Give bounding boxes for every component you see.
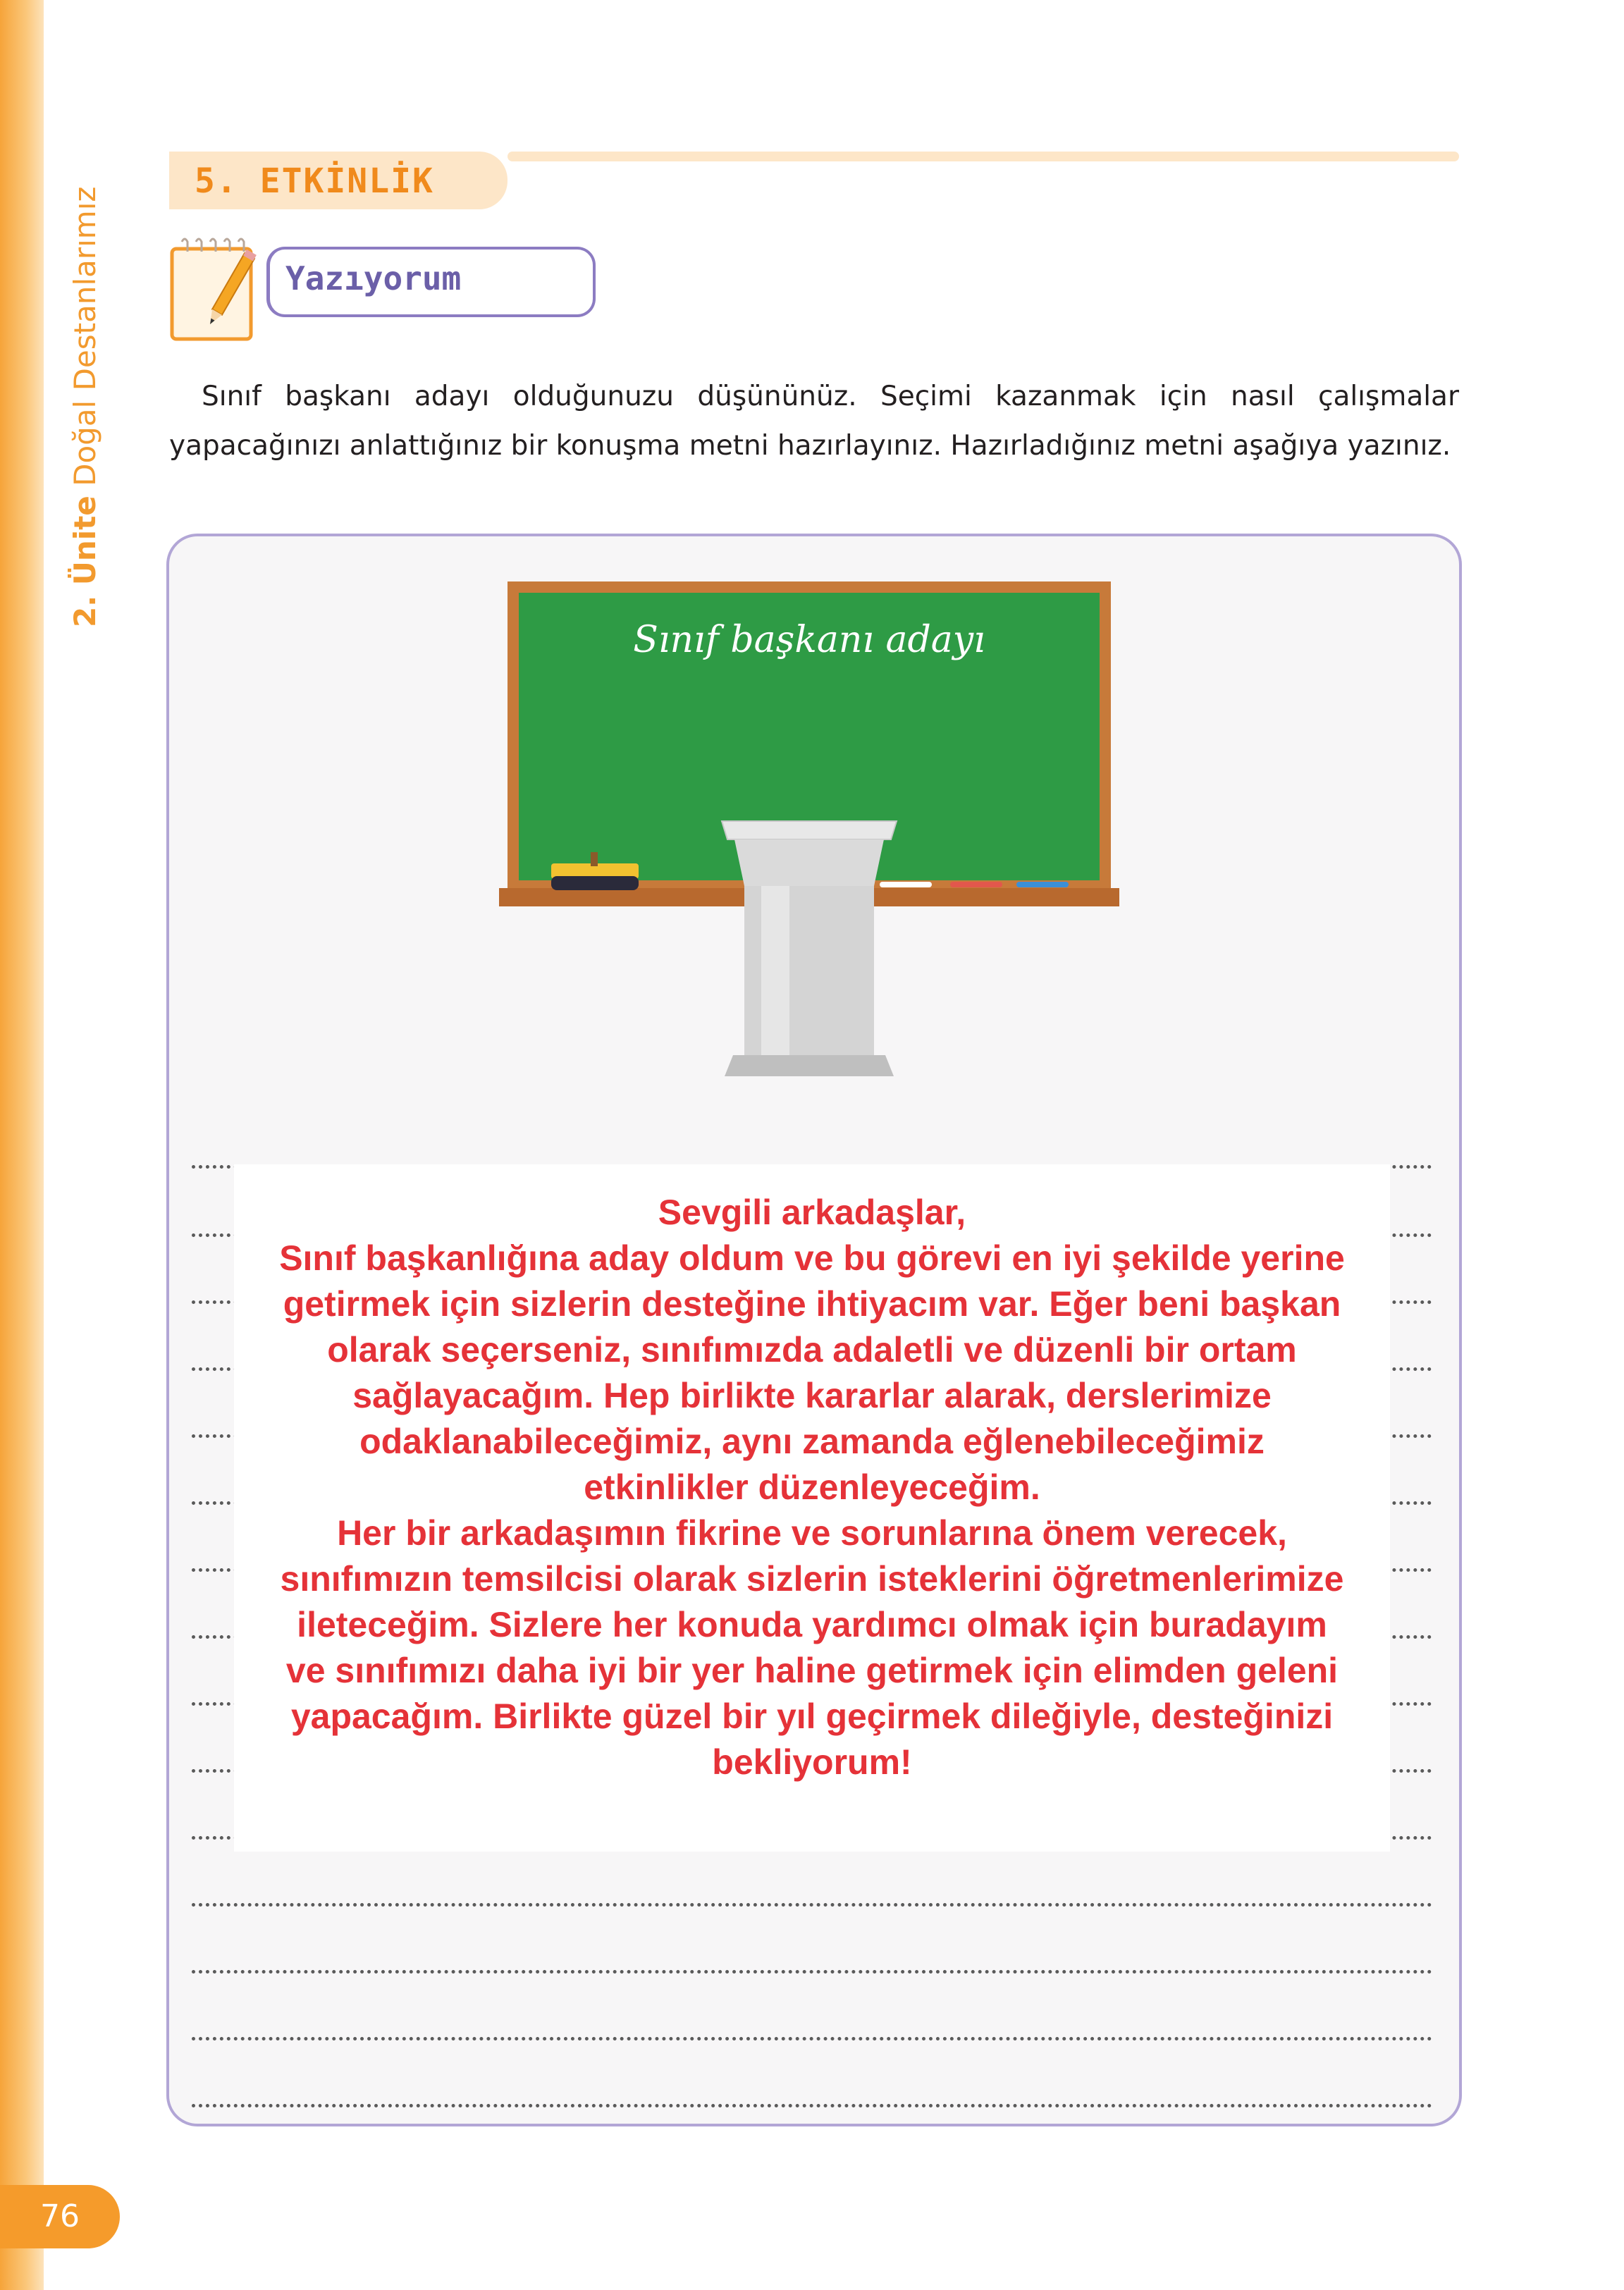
answer-line: olarak seçerseniz, sınıfımızda adaletli ve düzenli bir ortam <box>327 1330 1297 1369</box>
unit-label <box>68 187 102 627</box>
answer-line: bekliyorum! <box>712 1742 912 1782</box>
writing-line <box>192 2037 1432 2040</box>
answer-line: Sevgili arkadaşlar, <box>658 1193 966 1232</box>
notepad-pencil-icon <box>169 236 261 342</box>
activity-title: 5. ETKİNLİK <box>195 161 434 201</box>
white-chalk <box>880 882 932 887</box>
writing-line <box>192 1970 1432 1974</box>
blue-chalk <box>1016 882 1069 887</box>
chalkboard-lectern-illustration <box>499 581 1119 1089</box>
unit-title: Doğal Destanlarımız <box>68 186 102 496</box>
section-label-box <box>266 247 596 317</box>
instruction-text: Sınıf başkanı adayı olduğunuzu düşününüz. Seçimi kazanmak için nasıl çalışmalar yapacağınızı anlattığınız bir konuşma metni hazırlayınız. Hazırladığınız metni aşağıya yazınız. <box>169 381 1459 462</box>
answer-line: sağlayacağım. Hep birlikte kararlar alarak, derslerimize <box>352 1376 1272 1415</box>
answer-text <box>234 1190 1390 1785</box>
page-number: 76 <box>0 2185 120 2248</box>
answer-line: Her bir arkadaşımın fikrine ve sorunlarına önem verecek, <box>337 1513 1287 1553</box>
answer-line: yapacağım. Birlikte güzel bir yıl geçirmek dileğiyle, desteğinizi <box>290 1697 1334 1736</box>
answer-line: Sınıf başkanlığına aday oldum ve bu görevi en iyi şekilde yerine <box>279 1238 1345 1278</box>
answer-line: ileteceğim. Sizlere her konuda yardımcı olmak için buradayım <box>297 1605 1327 1644</box>
chalkboard-text: Sınıf başkanı adayı <box>633 619 985 661</box>
answer-line: getirmek için sizlerin desteğine ihtiyacım var. Eğer beni başkan <box>283 1284 1341 1324</box>
side-color-strip <box>0 0 44 2290</box>
lectern <box>722 821 897 1076</box>
unit-number: 2. Ünite <box>68 495 102 627</box>
answer-line: etkinlikler düzenleyeceğim. <box>584 1467 1040 1507</box>
answer-overlay <box>234 1164 1390 1852</box>
red-chalk <box>950 882 1002 887</box>
answer-line: ve sınıfımızı daha iyi bir yer haline getirmek için elimden geleni <box>285 1651 1339 1690</box>
answer-line: sınıfımızın temsilcisi olarak sizlerin isteklerini öğretmenlerimize <box>280 1559 1344 1599</box>
section-label: Yazıyorum <box>285 259 462 297</box>
writing-line <box>192 2104 1432 2107</box>
answer-line: odaklanabileceğimiz, aynı zamanda eğlenebileceğimiz <box>359 1422 1265 1461</box>
writing-line <box>192 1903 1432 1907</box>
header-rule <box>508 152 1459 161</box>
activity-header <box>169 152 508 209</box>
